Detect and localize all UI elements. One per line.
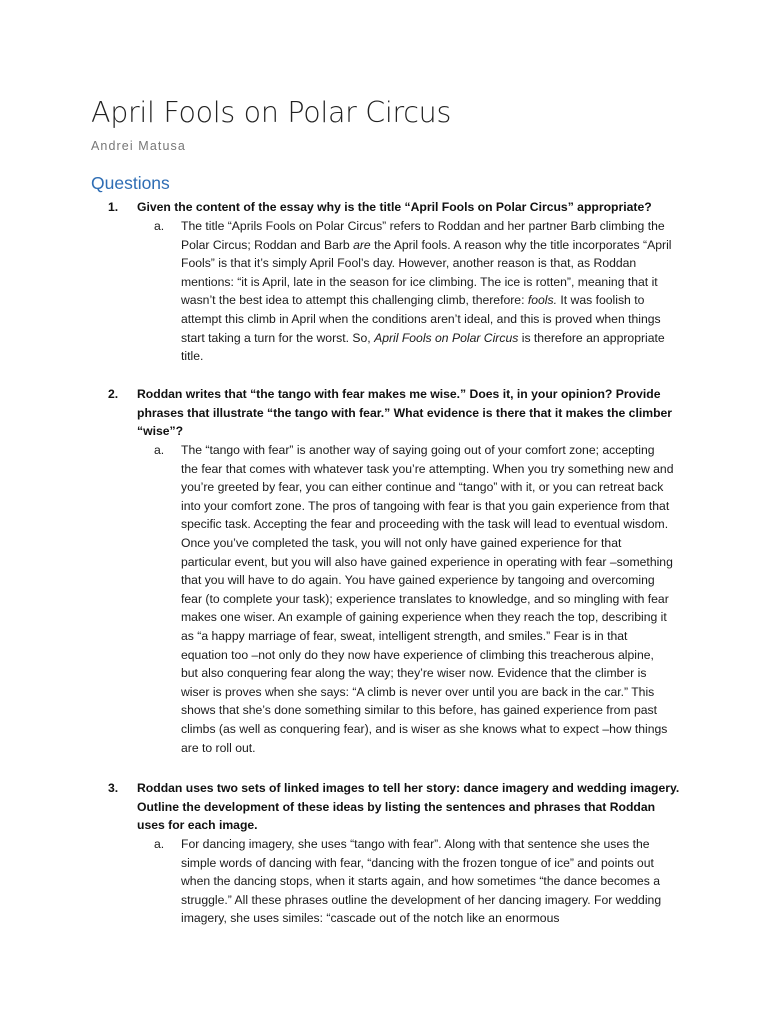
answer-2a bbox=[154, 441, 674, 757]
section-heading: Questions bbox=[91, 173, 170, 193]
answer-emphasis: are bbox=[353, 237, 371, 252]
question-2 bbox=[108, 385, 683, 441]
answer-letter: a. bbox=[154, 837, 165, 851]
answer-3a bbox=[154, 835, 674, 928]
answer-letter: a. bbox=[154, 219, 165, 233]
document-title: April Fools on Polar Circus bbox=[91, 96, 451, 129]
question-1 bbox=[108, 198, 683, 217]
answer-text: The “tango with fear” is another way of saying going out of your comfort zone; accepting the fear that comes with whatever task you’re attempting. When you try something new and you’re greeted by fear, you can either continue and “tango” with it, or you can retreat back into your comfort zone. The pros of tangoing with fear is that you gain experience from that specific task. Accepting the fear and proceeding with the task will lead to eventual wisdom. Once you’ve completed the task, you will not only have gained experience for that particular event, but you will also have gained experience in operating with fear –something that you will have to do again. You have gained experience by tangoing and overcoming fear (to complete your task); experience translates to knowledge, and so mingling with fear makes one wiser. An example of gaining experience when they reach the top, describing it as “a happy marriage of fear, sweat, intelligent strength, and smiles.” Fear is in that equation too –not only do they now have experience of climbing this treacherous alpine, but also conquering fear along the way; they’re wiser now. Evidence that the climber is wiser is proves when she says: “A climb is never over until you are back in the car.” This shows that she’s done something similar to this before, has gained experience from past climbs (as well as conquering fear), and is wiser as she knows what to expect –how things are to roll out. bbox=[181, 443, 674, 755]
question-text: Roddan uses two sets of linked images to tell her story: dance imagery and wedding imagery. Outline the development of these ideas by listing the sentences and phrases that Roddan uses for each image. bbox=[137, 781, 680, 833]
question-number: 1. bbox=[108, 200, 119, 214]
answer-text: For dancing imagery, she uses “tango with fear”. Along with that sentence she uses the simple words of dancing with fear, “dancing with the frozen tongue of ice” and points out when the dancing stops, when it starts again, and how sometimes “the dance becomes a struggle.” All these phrases outline the development of her dancing imagery. For wedding imagery, she uses similes: “cascade out of the notch like an enormous bbox=[181, 837, 662, 926]
author-name: Andrei Matusa bbox=[91, 139, 186, 153]
answer-1a bbox=[154, 217, 674, 366]
question-text: Given the content of the essay why is the title “April Fools on Polar Circus” appropriate? bbox=[137, 200, 652, 214]
answer-text-part: It was foolish to attempt this climb in April when the conditions aren’t ideal, and this is proved when things start taking a turn for the worst. So, bbox=[181, 293, 661, 345]
answer-text bbox=[181, 217, 674, 366]
answer-text-part: is therefore an appropriate title. bbox=[181, 330, 665, 364]
question-text: Roddan writes that “the tango with fear makes me wise.” Does it, in your opinion? Provide phrases that illustrate “the tango with fear.” What evidence is there that it makes the climber “wise”? bbox=[137, 387, 673, 439]
answer-text-part: The title “Aprils Fools on Polar Circus” refers to Roddan and her partner Barb climbing the Polar Circus; Roddan and Barb bbox=[181, 219, 665, 252]
answer-emphasis: April Fools on Polar Circus bbox=[374, 330, 519, 345]
answer-emphasis: fools. bbox=[527, 293, 557, 308]
question-number: 2. bbox=[108, 387, 119, 401]
question-3 bbox=[108, 779, 683, 835]
answer-letter: a. bbox=[154, 443, 165, 457]
answer-text-part: the April fools. A reason why the title incorporates “April Fools” is that it’s simply April Fool’s day. However, another reason is that, as Roddan mentions: “it is April, late in the season for ice climbing. The ice is rotten”, meaning that it wasn’t the best idea to attempt this challenging climb, therefore: bbox=[181, 237, 672, 308]
question-number: 3. bbox=[108, 781, 119, 795]
